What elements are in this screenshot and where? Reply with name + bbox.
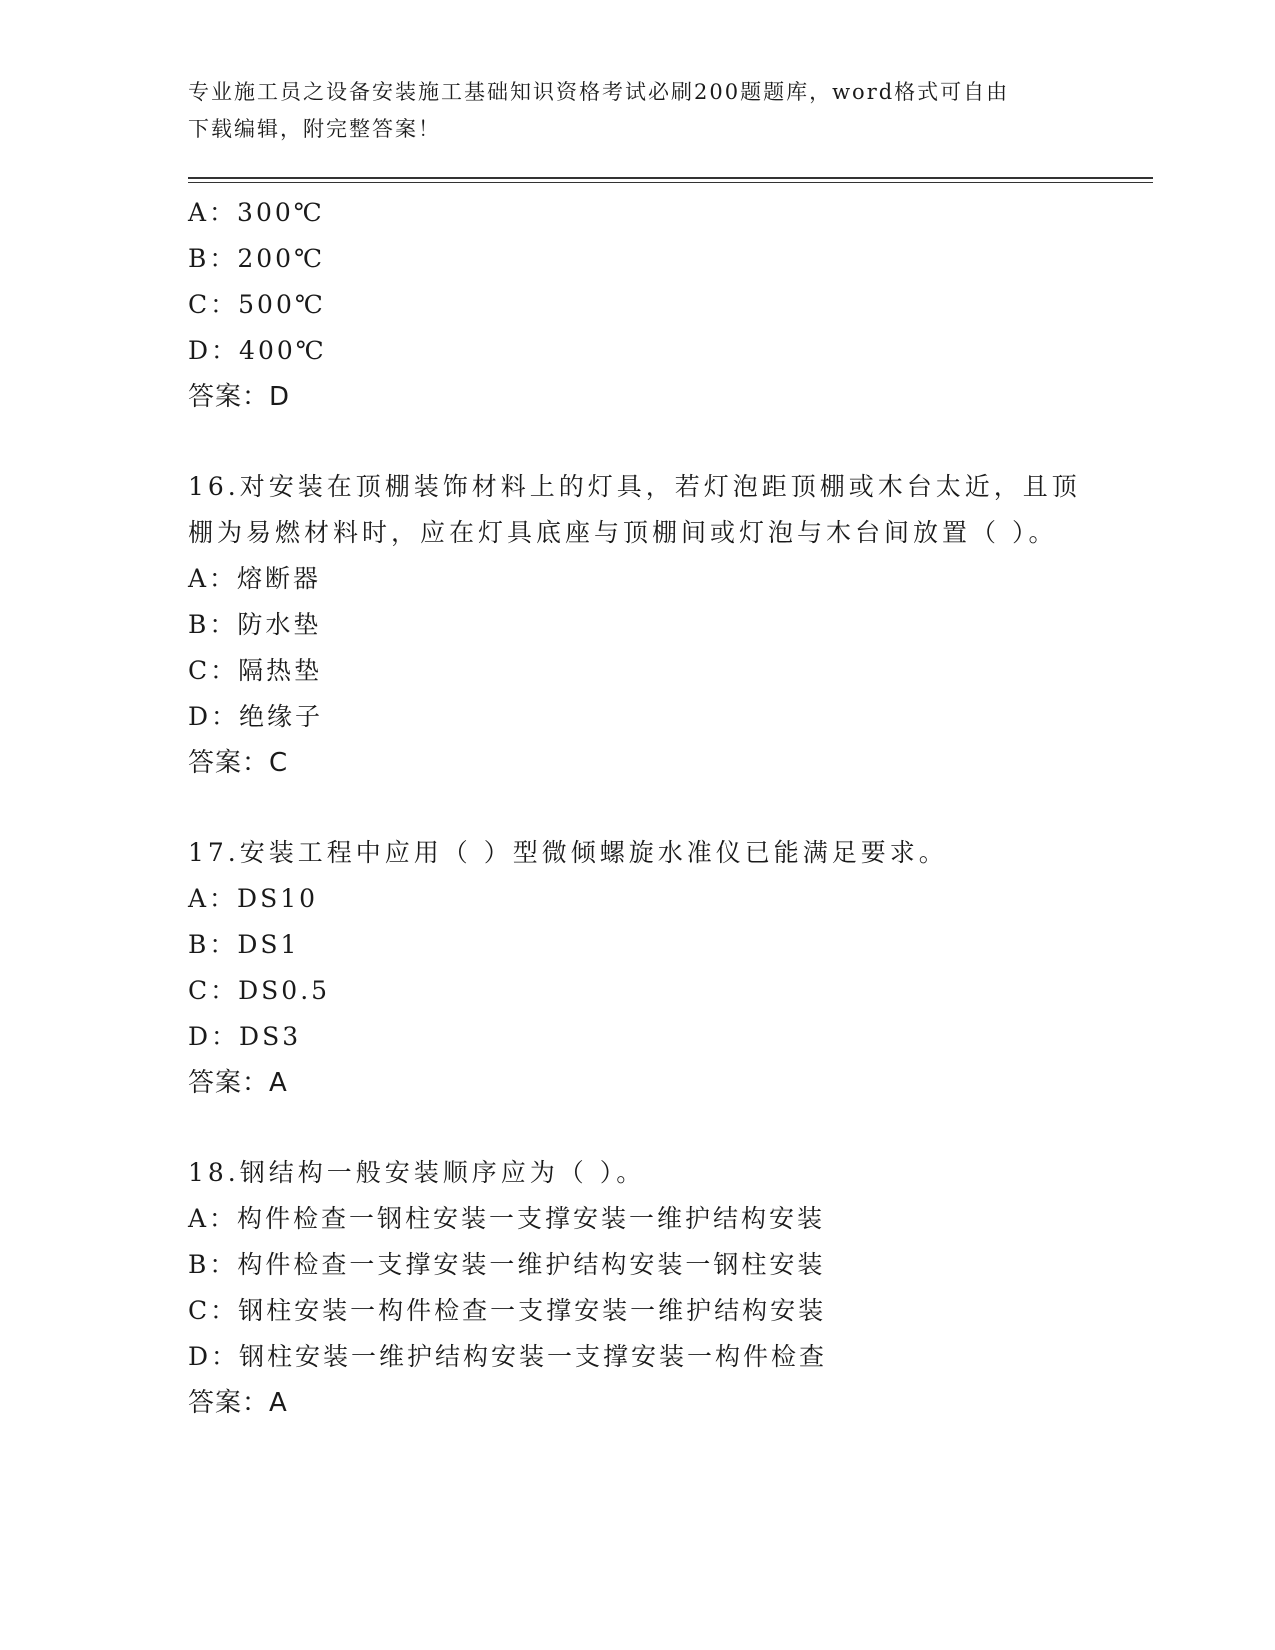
- option-d: D：钢柱安装一维护结构安装一支撑安装一构件检查: [188, 1342, 828, 1371]
- question-18: [188, 1150, 1088, 1426]
- option-b: B：200℃: [188, 244, 326, 273]
- option-a: A：DS10: [188, 884, 319, 913]
- document-header: [188, 74, 1088, 148]
- answer: 答案：D: [188, 382, 291, 412]
- option-c: C：隔热垫: [188, 656, 323, 685]
- header-line-2: 下载编辑，附完整答案！: [188, 117, 441, 141]
- answer: 答案：C: [188, 748, 289, 778]
- option-d: D：DS3: [188, 1022, 302, 1051]
- option-b: B：DS1: [188, 930, 300, 959]
- option-a: A：300℃: [188, 198, 325, 227]
- option-d: D：绝缘子: [188, 702, 324, 731]
- option-b: B：构件检查一支撑安装一维护结构安装一钢柱安装: [188, 1250, 826, 1279]
- header-divider: [188, 177, 1153, 179]
- question-stem-line-1: 16.对安装在顶棚装饰材料上的灯具，若灯泡距顶棚或木台太近，且顶: [188, 472, 1081, 501]
- answer: 答案：A: [188, 1068, 288, 1098]
- question-stem-line-1: 18.钢结构一般安装顺序应为（ ）。: [188, 1158, 646, 1187]
- question-stem-line-2: 棚为易燃材料时，应在灯具底座与顶棚间或灯泡与木台间放置（ ）。: [188, 518, 1058, 547]
- question-17: [188, 830, 1088, 1106]
- answer: 答案：A: [188, 1388, 288, 1418]
- question-16: [188, 464, 1088, 786]
- question-stem-line-1: 17.安装工程中应用（ ）型微倾螺旋水准仪已能满足要求。: [188, 838, 948, 867]
- question-list: [188, 190, 1088, 1426]
- header-line-1: 专业施工员之设备安装施工基础知识资格考试必刷200题题库，word格式可自由: [188, 80, 1010, 104]
- option-c: C：500℃: [188, 290, 326, 319]
- option-a: A：熔断器: [188, 564, 322, 593]
- option-c: C：DS0.5: [188, 976, 331, 1005]
- option-c: C：钢柱安装一构件检查一支撑安装一维护结构安装: [188, 1296, 827, 1325]
- option-d: D：400℃: [188, 336, 327, 365]
- question-15: [188, 190, 1088, 420]
- header-divider-thin: [188, 182, 1153, 183]
- option-b: B：防水垫: [188, 610, 322, 639]
- option-a: A：构件检查一钢柱安装一支撑安装一维护结构安装: [188, 1204, 826, 1233]
